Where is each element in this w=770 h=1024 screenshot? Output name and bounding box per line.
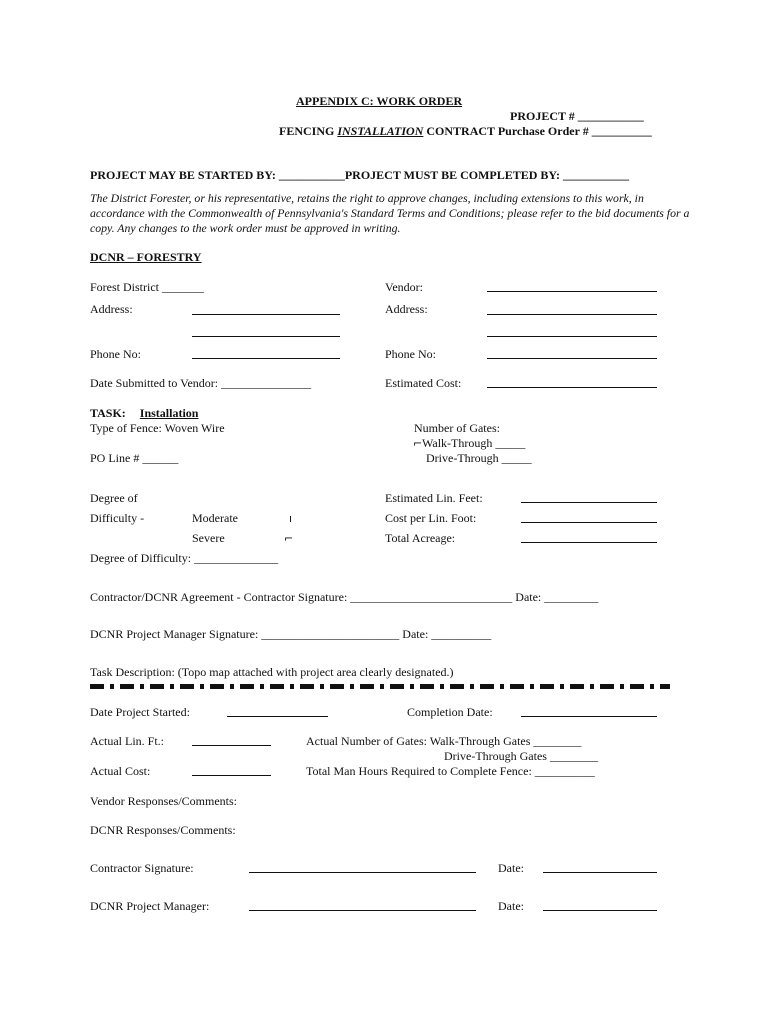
contractor-date-line[interactable] [543, 872, 657, 873]
moderate-checkbox[interactable]: ı [289, 512, 293, 525]
task-value: Installation [139, 406, 199, 420]
walk-through-checkbox[interactable]: ⌐ [413, 437, 423, 450]
estimated-cost-line[interactable] [487, 387, 657, 388]
date-started-label: Date Project Started: [90, 705, 190, 719]
difficulty-label: Difficulty - [90, 511, 145, 525]
manager-label: DCNR Project Manager: [90, 899, 210, 913]
number-of-gates-label: Number of Gates: [414, 421, 500, 435]
estimated-lin-feet-line[interactable] [521, 502, 657, 503]
date-started-line[interactable] [227, 716, 328, 717]
dcnr-address-label: Address: [90, 302, 133, 316]
task-label [90, 406, 198, 421]
actual-cost-line[interactable] [192, 775, 271, 776]
task-description: Task Description: (Topo map attached with project area clearly designated.) [90, 665, 454, 679]
walk-through-label: Walk-Through _____ [422, 436, 526, 450]
appendix-title: APPENDIX C: WORK ORDER [296, 94, 463, 108]
drive-through-label: Drive-Through _____ [426, 451, 532, 465]
moderate-label: Moderate [192, 511, 238, 525]
dcnr-phone-line[interactable] [192, 358, 340, 359]
manager-signature-line: DCNR Project Manager Signature: _______________________ Date: __________ [90, 627, 492, 641]
vendor-responses-label: Vendor Responses/Comments: [90, 794, 237, 808]
completion-date-label: Completion Date: [407, 705, 493, 719]
contractor-date-label: Date: [498, 861, 524, 875]
project-dates-line: PROJECT MAY BE STARTED BY: ___________PROJECT MUST BE COMPLETED BY: ___________ [90, 168, 629, 182]
degree-of-label: Degree of [90, 491, 138, 505]
completion-date-line[interactable] [521, 716, 657, 717]
estimated-lin-feet-label: Estimated Lin. Feet: [385, 491, 483, 505]
vendor-phone-line[interactable] [487, 358, 657, 359]
contract-prefix: FENCING [279, 124, 338, 138]
task-title: TASK: [90, 406, 126, 420]
dcnr-address-line-1[interactable] [192, 314, 340, 315]
fence-type-label: Type of Fence: Woven Wire [90, 421, 225, 435]
man-hours-label: Total Man Hours Required to Complete Fence: __________ [306, 764, 595, 778]
dcnr-address-line-2[interactable] [192, 336, 340, 337]
estimated-cost-label: Estimated Cost: [385, 376, 462, 390]
date-submitted-label: Date Submitted to Vendor: _______________ [90, 376, 312, 390]
actual-lin-ft-line[interactable] [192, 745, 271, 746]
contractor-signature-label: Contractor Signature: [90, 861, 194, 875]
dcnr-responses-label: DCNR Responses/Comments: [90, 823, 236, 837]
manager-signature-line-field[interactable] [249, 910, 476, 911]
contract-installation: INSTALLATION [337, 124, 424, 138]
project-number: PROJECT # ___________ [510, 109, 644, 123]
severe-checkbox[interactable]: ⌐ [284, 532, 294, 545]
forest-district-label: Forest District _______ [90, 280, 204, 294]
dcnr-phone-label: Phone No: [90, 347, 141, 361]
section-dcnr-forestry: DCNR – FORESTRY [90, 250, 202, 264]
contract-suffix: CONTRACT Purchase Order # __________ [423, 124, 652, 138]
vendor-label: Vendor: [385, 280, 423, 294]
contract-title [279, 124, 652, 139]
cost-per-foot-line[interactable] [521, 522, 657, 523]
actual-cost-label: Actual Cost: [90, 764, 151, 778]
contractor-agreement-line: Contractor/DCNR Agreement - Contractor Signature: ___________________________ Date: _________ [90, 590, 599, 604]
actual-gates-label: Actual Number of Gates: Walk-Through Gates ________ [306, 734, 582, 748]
cost-per-foot-label: Cost per Lin. Foot: [385, 511, 477, 525]
manager-date-label: Date: [498, 899, 524, 913]
degree-of-difficulty-label: Degree of Difficulty: ______________ [90, 551, 279, 565]
vendor-address-line-1[interactable] [487, 314, 657, 315]
vendor-address-label: Address: [385, 302, 428, 316]
terms-notice: The District Forester, or his representative, retains the right to approve changes, including extensions to this work, in accordance with the Commonwealth of Pennsylvania's Standard Terms and Conditions; please refer to the bid documents for a copy. Any changes to the work order must be approved in writing. [90, 191, 690, 235]
manager-date-line[interactable] [543, 910, 657, 911]
drive-through-gates-label: Drive-Through Gates ________ [444, 749, 598, 763]
actual-lin-ft-label: Actual Lin. Ft.: [90, 734, 164, 748]
total-acreage-label: Total Acreage: [385, 531, 456, 545]
severe-label: Severe [192, 531, 225, 545]
contractor-signature-line[interactable] [249, 872, 476, 873]
total-acreage-line[interactable] [521, 542, 657, 543]
po-line-label: PO Line # ______ [90, 451, 179, 465]
vendor-address-line-2[interactable] [487, 336, 657, 337]
vendor-phone-label: Phone No: [385, 347, 436, 361]
vendor-line[interactable] [487, 291, 657, 292]
dash-dot-divider [90, 684, 670, 689]
